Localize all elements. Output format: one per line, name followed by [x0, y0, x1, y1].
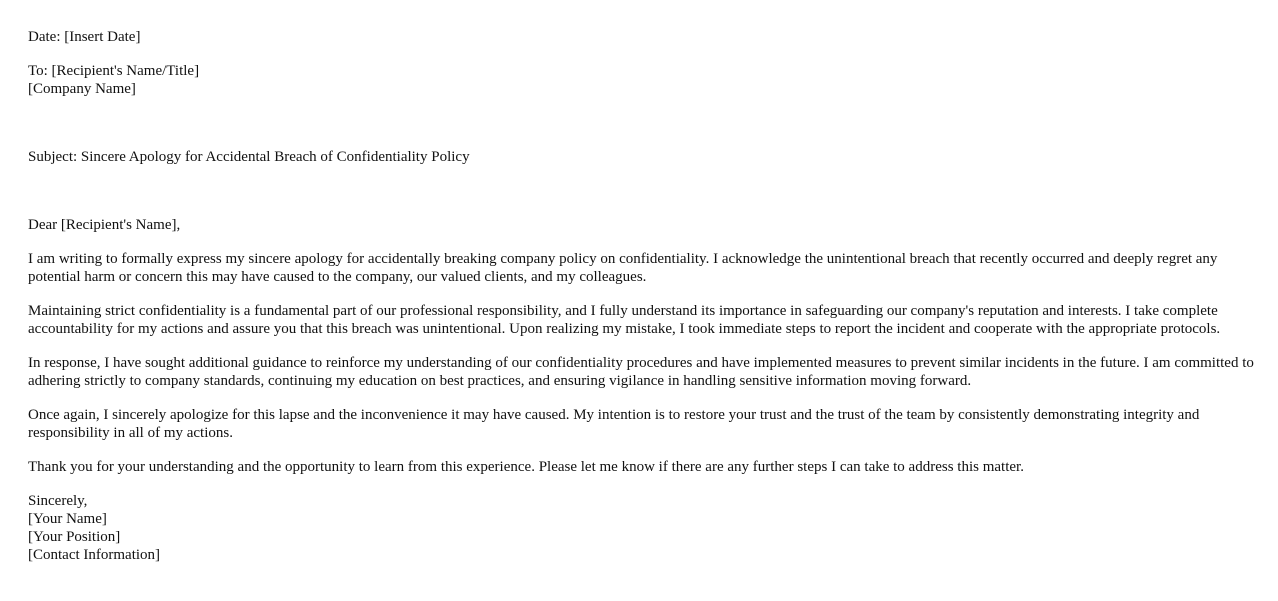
recipient-company: [Company Name] [28, 81, 136, 97]
signature-block [28, 492, 1256, 564]
recipient-name: To: [Recipient's Name/Title] [28, 63, 200, 79]
body-paragraph: In response, I have sought additional guidance to reinforce my understanding of our confidentiality procedures and have implemented measures to prevent similar incidents in the future. I am committed to adhering strictly to company standards, continuing my education on best practices, and ensuring vigilance in handling sensitive information moving forward. [28, 355, 1254, 389]
letter-date: Date: [Insert Date] [28, 29, 141, 45]
letter-subject: Subject: Sincere Apology for Accidental Breach of Confidentiality Policy [28, 149, 470, 165]
letter-salutation: Dear [Recipient's Name], [28, 217, 181, 233]
body-paragraph: I am writing to formally express my sincere apology for accidentally breaking company policy on confidentiality. I acknowledge the unintentional breach that recently occurred and deeply regret any potential harm or concern this may have caused to the company, our valued clients, and my colleagues. [28, 251, 1218, 285]
closing-phrase: Sincerely, [28, 493, 88, 509]
letter-document [28, 28, 1256, 564]
signature-contact: [Contact Information] [28, 547, 161, 563]
body-paragraph: Maintaining strict confidentiality is a fundamental part of our professional responsibility, and I fully understand its importance in safeguarding our company's reputation and interests. I take complete accountability for my actions and assure you that this breach was unintentional. Upon realizing my mistake, I took immediate steps to report the incident and cooperate with the appropriate protocols. [28, 303, 1221, 337]
signature-name: [Your Name] [28, 511, 107, 527]
body-paragraph: Once again, I sincerely apologize for this lapse and the inconvenience it may have caused. My intention is to restore your trust and the trust of the team by consistently demonstrating integrity and responsibility in all of my actions. [28, 407, 1200, 441]
recipient-block [28, 62, 1256, 98]
body-paragraph: Thank you for your understanding and the opportunity to learn from this experience. Please let me know if there are any further steps I can take to address this matter. [28, 459, 1024, 475]
signature-position: [Your Position] [28, 529, 121, 545]
